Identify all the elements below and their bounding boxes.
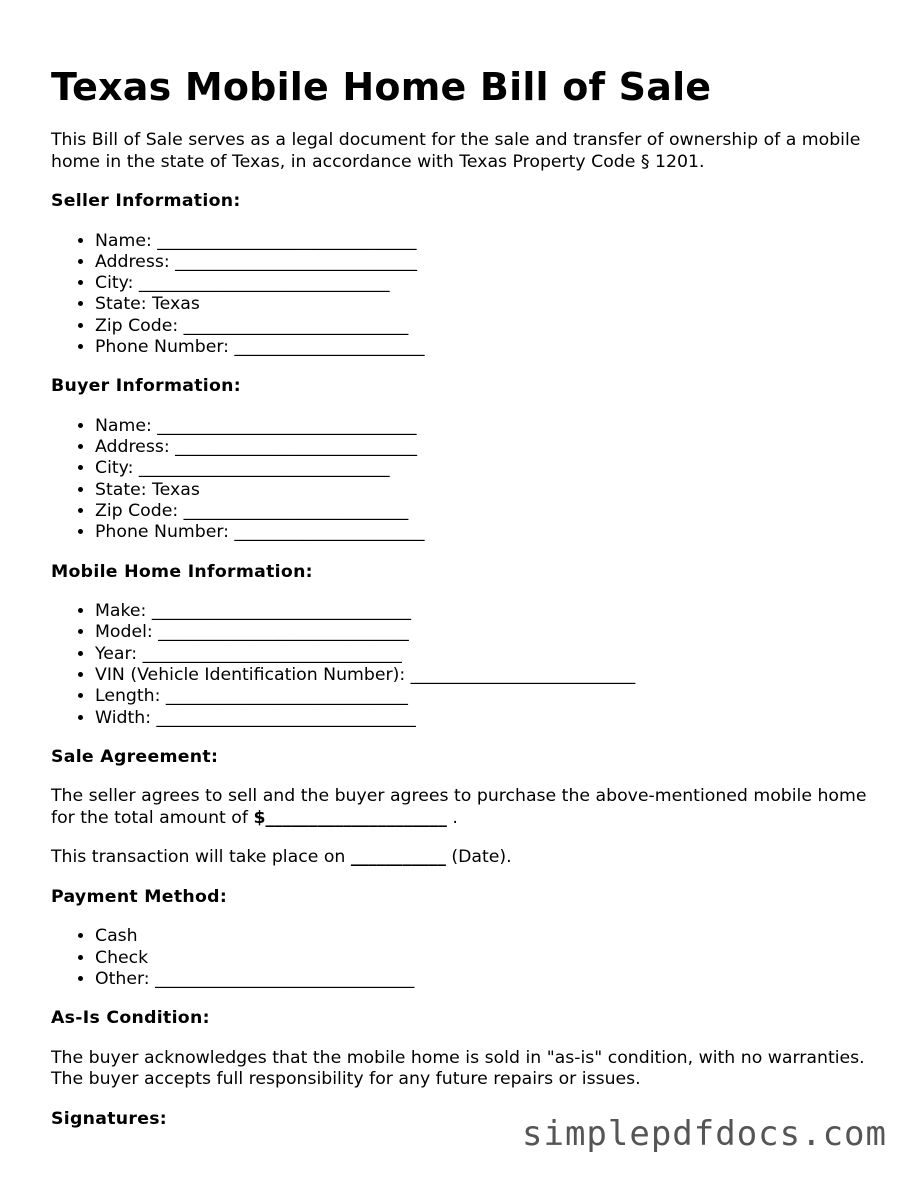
intro-paragraph: This Bill of Sale serves as a legal document for the sale and transfer of ownership of a mobile home in the state of Texas, in accordance with Texas Property Code § 1201. <box>51 130 861 172</box>
sale-paragraph <box>51 786 871 829</box>
payment-cash-option[interactable]: • Cash <box>95 926 871 947</box>
buyer-city-field[interactable]: • City: _____________________________ <box>95 458 871 479</box>
payment-list <box>51 926 871 990</box>
home-width-field[interactable]: • Width: ______________________________ <box>95 708 871 729</box>
home-vin-field[interactable]: • VIN (Vehicle Identification Number): __________________________ <box>95 665 871 686</box>
condition-paragraph: The buyer acknowledges that the mobile home is sold in "as-is" condition, with no warranties. The buyer accepts full responsibility for any future repairs or issues. <box>51 1047 865 1090</box>
buyer-zip-field[interactable]: • Zip Code: __________________________ <box>95 501 871 522</box>
sale-date-field[interactable]: ___________ <box>350 847 446 868</box>
home-heading: Mobile Home Information: <box>51 561 313 582</box>
signatures-heading: Signatures: <box>51 1108 168 1129</box>
home-make-field[interactable]: • Make: ______________________________ <box>95 601 871 622</box>
condition-heading: As-Is Condition: <box>51 1008 210 1029</box>
watermark-text: simplepdfdocs.com <box>522 1114 887 1154</box>
buyer-heading: Buyer Information: <box>51 376 241 397</box>
sale-text: The seller agrees to sell and the buyer agrees to purchase the above-mentioned mobile home for the total amount of <box>51 786 867 828</box>
buyer-phone-field[interactable]: • Phone Number: ______________________ <box>95 522 871 543</box>
seller-city-field[interactable]: • City: _____________________________ <box>95 273 871 294</box>
sale-date-paragraph <box>51 847 871 869</box>
sale-amount-field[interactable]: $_____________________ <box>253 807 447 828</box>
sale-date-text: This transaction will take place on <box>51 847 351 868</box>
home-year-field[interactable]: • Year: ______________________________ <box>95 644 871 665</box>
document-page <box>51 62 871 1130</box>
seller-state-field: • State: Texas <box>95 294 871 315</box>
home-list <box>51 601 871 729</box>
page-title: Texas Mobile Home Bill of Sale <box>51 65 712 109</box>
buyer-address-field[interactable]: • Address: ____________________________ <box>95 437 871 458</box>
home-length-field[interactable]: • Length: ____________________________ <box>95 686 871 707</box>
payment-heading: Payment Method: <box>51 886 228 907</box>
seller-list <box>51 231 871 359</box>
seller-name-field[interactable]: • Name: ______________________________ <box>95 231 871 252</box>
seller-heading: Seller Information: <box>51 191 241 211</box>
seller-zip-field[interactable]: • Zip Code: __________________________ <box>95 316 871 337</box>
seller-address-field[interactable]: • Address: ____________________________ <box>95 252 871 273</box>
payment-other-field[interactable]: • Other: ______________________________ <box>95 969 871 990</box>
sale-date-label: (Date). <box>445 847 512 868</box>
buyer-list <box>51 416 871 544</box>
buyer-state-field: • State: Texas <box>95 480 871 501</box>
buyer-name-field[interactable]: • Name: ______________________________ <box>95 416 871 437</box>
sale-text-end: . <box>446 807 458 828</box>
home-model-field[interactable]: • Model: _____________________________ <box>95 622 871 643</box>
payment-check-option[interactable]: • Check <box>95 948 871 969</box>
seller-phone-field[interactable]: • Phone Number: ______________________ <box>95 337 871 358</box>
sale-heading: Sale Agreement: <box>51 746 219 767</box>
